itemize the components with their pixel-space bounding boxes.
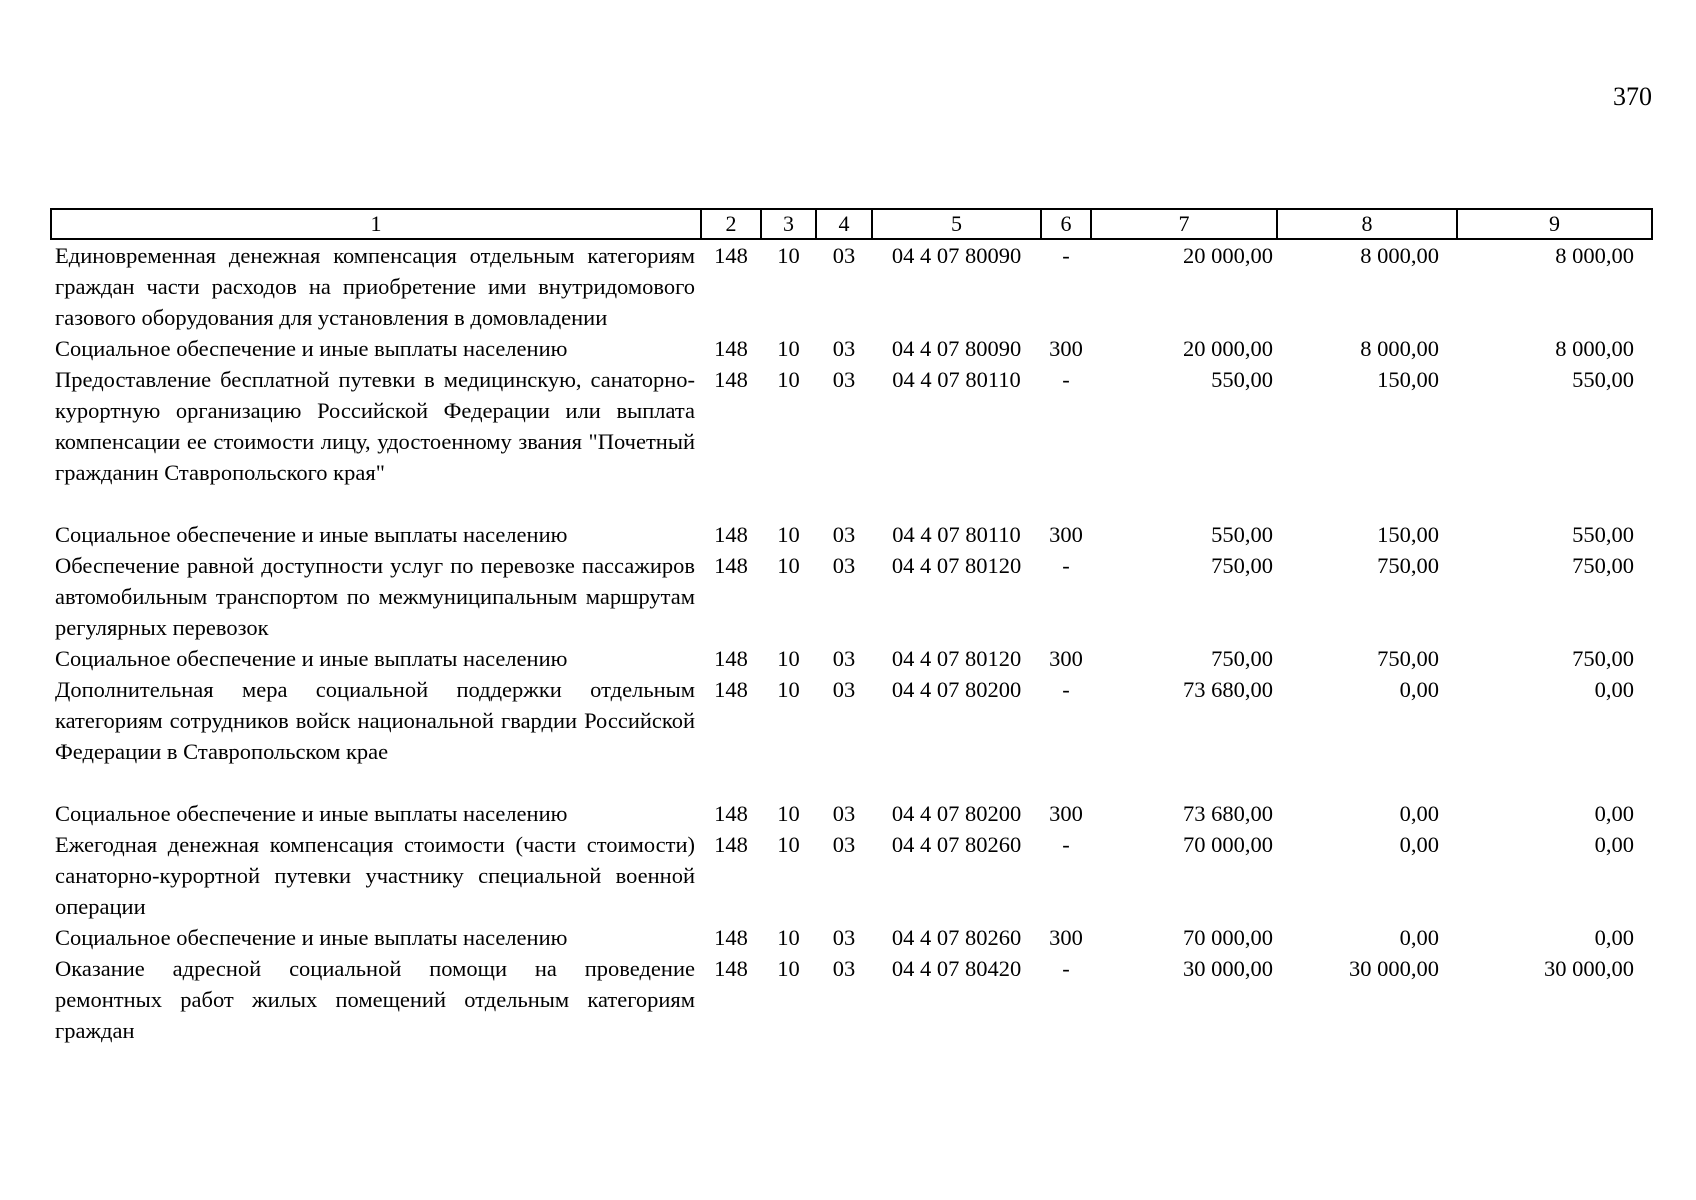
amount-col7-cell: 30 000,00	[1183, 956, 1273, 981]
expense-type-cell: -	[1062, 367, 1070, 392]
column-header-4: 4	[816, 209, 872, 239]
target-article-cell: 04 4 07 80200	[891, 801, 1022, 826]
ministry-code-cell: 148	[714, 336, 748, 361]
amount-col7-cell: 70 000,00	[1183, 925, 1273, 950]
section-code-cell: 10	[777, 677, 800, 702]
row-name-cell: Обеспечение равной доступности услуг по перевозке пассажиров автомобильным транспортом по межмуниципальным маршрутам регулярных перевозок	[55, 553, 695, 640]
table-row	[51, 364, 1652, 519]
target-article-cell: 04 4 07 80110	[892, 522, 1021, 547]
page-number: 370	[1613, 82, 1652, 111]
amount-col8-cell: 150,00	[1377, 367, 1439, 392]
column-header-5: 5	[872, 209, 1041, 239]
row-name-cell: Социальное обеспечение и иные выплаты населению	[55, 646, 568, 671]
subsection-code-cell: 03	[832, 925, 856, 950]
amount-col9-cell: 550,00	[1572, 522, 1634, 547]
table-row	[51, 829, 1652, 922]
amount-col8-cell: 750,00	[1377, 646, 1439, 671]
expense-type-cell: -	[1062, 677, 1070, 702]
amount-col9-cell: 0,00	[1594, 925, 1634, 950]
subsection-code-cell: 03	[832, 243, 856, 268]
section-code-cell: 10	[777, 336, 800, 361]
amount-col7-cell: 70 000,00	[1183, 832, 1273, 857]
table-row	[51, 239, 1652, 333]
column-header-1: 1	[51, 209, 701, 239]
target-article-cell: 04 4 07 80120	[891, 646, 1022, 671]
target-article-cell: 04 4 07 80260	[891, 925, 1022, 950]
table-row	[51, 953, 1652, 1046]
table-row	[51, 798, 1652, 829]
row-name-cell: Предоставление бесплатной путевки в медицинскую, санаторно-курортную организацию Российской Федерации или выплата компенсации ее стоимости лицу, удостоенному звания "Почетный гражданин Ставропольского края"	[55, 367, 695, 485]
row-name-cell: Дополнительная мера социальной поддержки отдельным категориям сотрудников войск национальной гвардии Российской Федерации в Ставропольском крае	[55, 677, 695, 764]
ministry-code-cell: 148	[714, 677, 748, 702]
ministry-code-cell: 148	[714, 367, 748, 392]
amount-col9-cell: 550,00	[1572, 367, 1634, 392]
amount-col9-cell: 0,00	[1594, 832, 1634, 857]
target-article-cell: 04 4 07 80260	[891, 832, 1022, 857]
expense-type-cell: 300	[1049, 801, 1083, 826]
row-name-cell: Ежегодная денежная компенсация стоимости (части стоимости) санаторно-курортной путевки участнику специальной военной операции	[55, 832, 695, 919]
amount-col9-cell: 8 000,00	[1555, 243, 1634, 268]
column-header-9: 9	[1457, 209, 1652, 239]
section-code-cell: 10	[777, 367, 800, 392]
target-article-cell: 04 4 07 80420	[891, 956, 1022, 981]
table-row	[51, 922, 1652, 953]
section-code-cell: 10	[777, 243, 800, 268]
column-number-row	[51, 209, 1652, 239]
amount-col8-cell: 750,00	[1377, 553, 1439, 578]
subsection-code-cell: 03	[832, 677, 856, 702]
ministry-code-cell: 148	[714, 925, 748, 950]
column-header-6: 6	[1041, 209, 1091, 239]
table-row	[51, 550, 1652, 643]
expense-type-cell: -	[1062, 243, 1070, 268]
row-name-cell: Социальное обеспечение и иные выплаты населению	[55, 801, 568, 826]
amount-col9-cell: 0,00	[1594, 801, 1634, 826]
table-row	[51, 674, 1652, 798]
row-name-cell: Социальное обеспечение и иные выплаты населению	[55, 336, 568, 361]
subsection-code-cell: 03	[832, 646, 856, 671]
table-header	[51, 209, 1652, 239]
subsection-code-cell: 03	[832, 553, 856, 578]
expense-type-cell: -	[1062, 832, 1070, 857]
column-header-8: 8	[1277, 209, 1457, 239]
amount-col7-cell: 550,00	[1211, 367, 1273, 392]
row-name-cell: Оказание адресной социальной помощи на проведение ремонтных работ жилых помещений отдельным категориям граждан	[55, 956, 695, 1043]
section-code-cell: 10	[777, 832, 800, 857]
amount-col7-cell: 550,00	[1211, 522, 1273, 547]
amount-col7-cell: 73 680,00	[1183, 801, 1273, 826]
target-article-cell: 04 4 07 80090	[891, 243, 1022, 268]
amount-col9-cell: 750,00	[1572, 553, 1634, 578]
ministry-code-cell: 148	[714, 832, 748, 857]
ministry-code-cell: 148	[714, 956, 748, 981]
amount-col8-cell: 0,00	[1399, 801, 1439, 826]
table-body	[51, 239, 1652, 1046]
target-article-cell: 04 4 07 80200	[891, 677, 1022, 702]
amount-col9-cell: 30 000,00	[1544, 956, 1634, 981]
expense-type-cell: -	[1062, 553, 1070, 578]
row-name-cell: Социальное обеспечение и иные выплаты населению	[55, 522, 568, 547]
amount-col8-cell: 0,00	[1399, 677, 1439, 702]
expense-type-cell: 300	[1049, 336, 1083, 361]
ministry-code-cell: 148	[714, 646, 748, 671]
subsection-code-cell: 03	[832, 832, 856, 857]
expense-type-cell: -	[1062, 956, 1070, 981]
section-code-cell: 10	[777, 522, 800, 547]
section-code-cell: 10	[777, 801, 800, 826]
expense-type-cell: 300	[1049, 522, 1083, 547]
amount-col7-cell: 750,00	[1211, 553, 1273, 578]
amount-col9-cell: 750,00	[1572, 646, 1634, 671]
subsection-code-cell: 03	[832, 801, 856, 826]
ministry-code-cell: 148	[714, 801, 748, 826]
ministry-code-cell: 148	[714, 522, 748, 547]
row-name-cell: Социальное обеспечение и иные выплаты населению	[55, 925, 568, 950]
section-code-cell: 10	[777, 646, 800, 671]
subsection-code-cell: 03	[832, 367, 856, 392]
section-code-cell: 10	[777, 956, 800, 981]
column-header-7: 7	[1091, 209, 1277, 239]
amount-col7-cell: 20 000,00	[1183, 336, 1273, 361]
subsection-code-cell: 03	[832, 336, 856, 361]
amount-col7-cell: 73 680,00	[1183, 677, 1273, 702]
table-row	[51, 519, 1652, 550]
amount-col8-cell: 150,00	[1377, 522, 1439, 547]
section-code-cell: 10	[777, 553, 800, 578]
subsection-code-cell: 03	[832, 522, 856, 547]
target-article-cell: 04 4 07 80110	[892, 367, 1021, 392]
amount-col7-cell: 750,00	[1211, 646, 1273, 671]
table-row	[51, 333, 1652, 364]
amount-col8-cell: 0,00	[1399, 925, 1439, 950]
table-row	[51, 643, 1652, 674]
subsection-code-cell: 03	[832, 956, 856, 981]
amount-col8-cell: 30 000,00	[1349, 956, 1439, 981]
amount-col9-cell: 8 000,00	[1555, 336, 1634, 361]
amount-col8-cell: 0,00	[1399, 832, 1439, 857]
ministry-code-cell: 148	[714, 243, 748, 268]
column-header-3: 3	[761, 209, 816, 239]
target-article-cell: 04 4 07 80120	[891, 553, 1022, 578]
section-code-cell: 10	[777, 925, 800, 950]
amount-col7-cell: 20 000,00	[1183, 243, 1273, 268]
amount-col8-cell: 8 000,00	[1360, 243, 1439, 268]
column-header-2: 2	[701, 209, 761, 239]
amount-col9-cell: 0,00	[1594, 677, 1634, 702]
amount-col8-cell: 8 000,00	[1360, 336, 1439, 361]
target-article-cell: 04 4 07 80090	[891, 336, 1022, 361]
row-name-cell: Единовременная денежная компенсация отдельным категориям граждан части расходов на приобретение ими внутридомового газового оборудования для установления в домовладении	[55, 243, 695, 330]
expense-type-cell: 300	[1049, 925, 1083, 950]
ministry-code-cell: 148	[714, 553, 748, 578]
budget-table	[50, 208, 1653, 1046]
expense-type-cell: 300	[1049, 646, 1083, 671]
